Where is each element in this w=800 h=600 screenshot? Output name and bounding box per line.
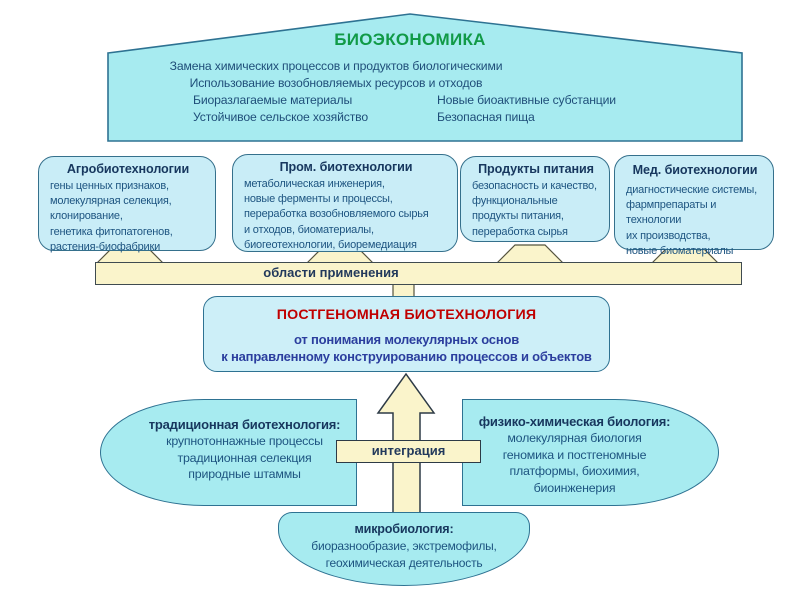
area-box-line: и отходов, биоматериалы, [244, 223, 374, 236]
bioeconomy-left-item-1: Биоразлагаемые материалы [193, 93, 353, 107]
area-box-line: продукты питания, [472, 210, 564, 223]
bioeconomy-title: БИОЭКОНОМИКА [334, 30, 486, 49]
area-box-line: новые биоматериалы [626, 244, 734, 257]
area-box-title: Агробиотехнологии [66, 162, 190, 176]
postgenomic-line-1: от понимания молекулярных основ [293, 332, 520, 347]
microbiology-line: геохимическая деятельность [325, 555, 483, 570]
area-box-industrial [232, 154, 458, 252]
traditional-line: крупнотоннажные процессы [166, 434, 323, 448]
area-box-line: функциональные [472, 195, 558, 208]
physchem-line: молекулярная биология [507, 431, 642, 445]
area-box-line: биогеотехнологии, биоремедиация [244, 238, 417, 251]
area-box-line: клонирование, [50, 210, 123, 223]
area-box-line: диагностические системы, [626, 184, 757, 196]
area-box-agro [38, 156, 216, 251]
area-box-line: генетика фитопатогенов, [50, 225, 173, 238]
microbiology-title: микробиология: [354, 522, 454, 536]
area-box-line: метаболическая инженерия, [244, 178, 385, 190]
area-box-title: Продукты питания [478, 162, 594, 176]
area-box-line: молекулярная селекция, [50, 195, 172, 208]
area-box-line: переработка сырья [472, 225, 568, 238]
physchem-line: геномика и постгеномные [502, 447, 647, 462]
ellipse-physchem-biology [462, 399, 719, 506]
ellipse-traditional-biotech [100, 399, 357, 506]
area-box-medical [614, 155, 774, 257]
postgenomic-title: ПОСТГЕНОМНАЯ БИОТЕХНОЛОГИЯ [276, 307, 537, 323]
bioeconomy-left-item-2: Устойчивое сельское хозяйство [193, 110, 368, 124]
bioeconomy-right-item-1: Новые биоактивные субстанции [437, 93, 616, 107]
area-box-food [460, 156, 610, 242]
area-box-title: Мед. биотехнологии [632, 163, 758, 177]
area-box-line: безопасность и качество, [472, 180, 597, 192]
funnel-trapezoid-food [497, 245, 563, 263]
integration-bar [336, 440, 481, 463]
physchem-line: биоинженерия [533, 480, 616, 495]
traditional-title: традиционная биотехнология: [148, 417, 341, 432]
application-areas-bar [95, 262, 742, 285]
physchem-title: физико-химическая биология: [478, 414, 671, 429]
microbiology-line: биоразнообразие, экстремофилы, [311, 539, 497, 553]
area-box-line: фармпрепараты и технологии [626, 199, 717, 227]
area-box-line: их производства, [626, 229, 711, 242]
bioeconomy-line-2: Использование возобновляемых ресурсов и отходов [189, 76, 483, 90]
physchem-line: платформы, биохимия, [509, 464, 640, 478]
traditional-line: природные штаммы [188, 467, 301, 481]
area-box-line: переработка возобновляемого сырья [244, 208, 429, 221]
postgenomic-line-2: к направленному конструированию процессов и объектов [221, 349, 592, 364]
bioeconomy-line-1: Замена химических процессов и продуктов биологическими [169, 59, 503, 73]
bioeconomy-right-item-2: Безопасная пища [437, 110, 535, 124]
area-box-line: новые ферменты и процессы, [244, 193, 393, 206]
area-box-line: гены ценных признаков, [50, 180, 169, 192]
postgenomic-box [203, 296, 610, 372]
area-box-line: растения-биофабрики [50, 240, 161, 253]
traditional-line: традиционная селекция [177, 450, 312, 465]
integration-label: интеграция [371, 443, 446, 458]
area-box-title: Пром. биотехнологии [279, 160, 413, 174]
application-areas-label: области применения [263, 265, 399, 280]
bar-connector-stub [393, 283, 414, 297]
